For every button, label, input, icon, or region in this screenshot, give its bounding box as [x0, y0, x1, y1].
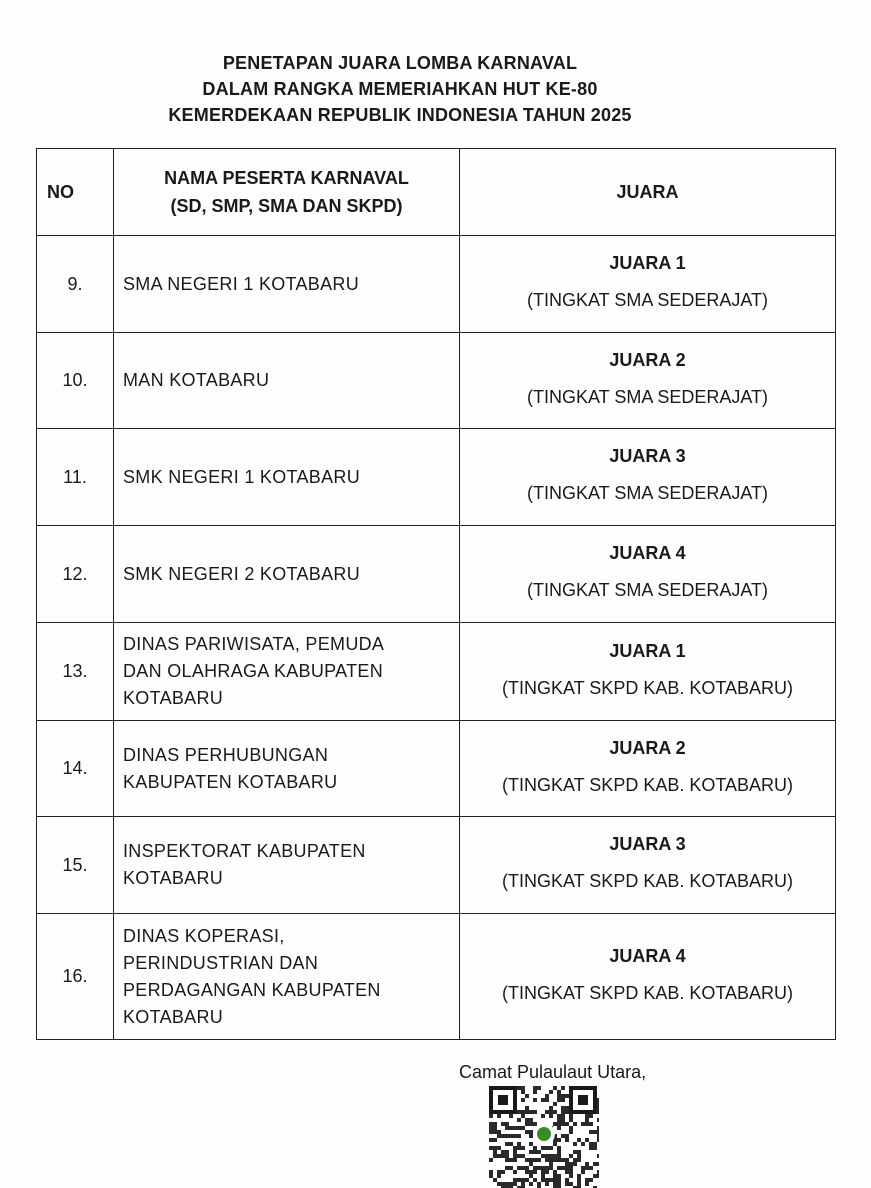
table-row — [37, 914, 836, 1040]
header-name-line1: NAMA PESERTA KARNAVAL — [164, 168, 409, 188]
participant-name-line: KOTABARU — [123, 688, 224, 708]
juara-level: (TINGKAT SKPD KAB. KOTABARU) — [501, 982, 794, 1003]
document-title — [0, 50, 800, 128]
row-number: 9. — [37, 236, 114, 333]
participant-name-line: INSPEKTORAT KABUPATEN — [123, 841, 366, 861]
header-juara: JUARA — [460, 149, 836, 236]
qr-code-icon — [489, 1086, 599, 1188]
juara-level: (TINGKAT SMA SEDERAJAT) — [526, 290, 769, 310]
participant-name-line: DINAS PERHUBUNGAN — [123, 744, 329, 765]
header-name-line2: (SD, SMP, SMA DAN SKPD) — [170, 196, 403, 216]
juara-level: (TINGKAT SKPD KAB. KOTABARU) — [501, 677, 794, 698]
participant-name — [114, 333, 460, 429]
table-row — [37, 817, 836, 914]
juara-level: (TINGKAT SMA SEDERAJAT) — [526, 386, 769, 407]
juara-rank: JUARA 3 — [609, 446, 686, 466]
table-row — [37, 721, 836, 817]
juara-cell — [460, 236, 836, 333]
juara-rank: JUARA 2 — [609, 349, 686, 370]
juara-rank: JUARA 4 — [609, 543, 686, 563]
participant-name-line: DAN OLAHRAGA KABUPATEN — [123, 661, 383, 681]
participant-name — [114, 721, 460, 817]
juara-rank: JUARA 4 — [609, 945, 686, 966]
participant-name — [114, 526, 460, 623]
header-name — [114, 149, 460, 236]
participant-name-line: SMA NEGERI 1 KOTABARU — [123, 273, 360, 294]
participant-name — [114, 623, 460, 721]
row-number: 12. — [37, 526, 114, 623]
title-line-1: PENETAPAN JUARA LOMBA KARNAVAL — [222, 53, 578, 73]
participant-name-line: SMK NEGERI 2 KOTABARU — [123, 563, 361, 584]
participant-name-line: SMK NEGERI 1 KOTABARU — [123, 466, 361, 487]
participant-name-line: MAN KOTABARU — [123, 370, 270, 390]
juara-rank: JUARA 1 — [609, 640, 686, 661]
juara-level: (TINGKAT SMA SEDERAJAT) — [526, 580, 769, 600]
participant-name — [114, 817, 460, 914]
juara-cell — [460, 623, 836, 721]
participant-name-line: DINAS PARIWISATA, PEMUDA — [123, 634, 385, 654]
table-row — [37, 623, 836, 721]
juara-cell — [460, 817, 836, 914]
row-number: 16. — [37, 914, 114, 1040]
row-number: 15. — [37, 817, 114, 914]
juara-level: (TINGKAT SKPD KAB. KOTABARU) — [501, 774, 794, 795]
table-header-row — [37, 149, 836, 236]
participant-name — [114, 914, 460, 1040]
juara-cell — [460, 914, 836, 1040]
participant-name — [114, 429, 460, 526]
juara-level: (TINGKAT SKPD KAB. KOTABARU) — [501, 871, 794, 891]
row-number: 14. — [37, 721, 114, 817]
juara-level: (TINGKAT SMA SEDERAJAT) — [526, 483, 769, 503]
table-row — [37, 526, 836, 623]
juara-cell — [460, 721, 836, 817]
participant-name-line: DINAS KOPERASI, — [123, 925, 285, 946]
juara-rank: JUARA 2 — [609, 737, 686, 758]
participant-name-line: PERDAGANGAN KABUPATEN — [123, 979, 381, 1000]
title-line-2: DALAM RANGKA MEMERIAHKAN HUT KE-80 — [202, 79, 598, 99]
participant-name-line: KOTABARU — [123, 1006, 224, 1027]
participant-name-line: KOTABARU — [123, 868, 224, 888]
table-row — [37, 333, 836, 429]
participant-name-line: PERINDUSTRIAN DAN — [123, 952, 319, 973]
row-number: 10. — [37, 333, 114, 429]
winners-table — [36, 148, 836, 1040]
table-row — [37, 236, 836, 333]
juara-cell — [460, 333, 836, 429]
juara-cell — [460, 429, 836, 526]
juara-rank: JUARA 1 — [609, 253, 686, 273]
header-no: NO — [37, 149, 114, 236]
participant-name — [114, 236, 460, 333]
table-row — [37, 429, 836, 526]
juara-cell — [460, 526, 836, 623]
title-line-3: KEMERDEKAAN REPUBLIK INDONESIA TAHUN 2025 — [168, 105, 632, 125]
row-number: 13. — [37, 623, 114, 721]
juara-rank: JUARA 3 — [609, 834, 686, 854]
signature-label: Camat Pulaulaut Utara, — [459, 1062, 647, 1082]
row-number: 11. — [37, 429, 114, 526]
participant-name-line: KABUPATEN KOTABARU — [123, 771, 338, 792]
